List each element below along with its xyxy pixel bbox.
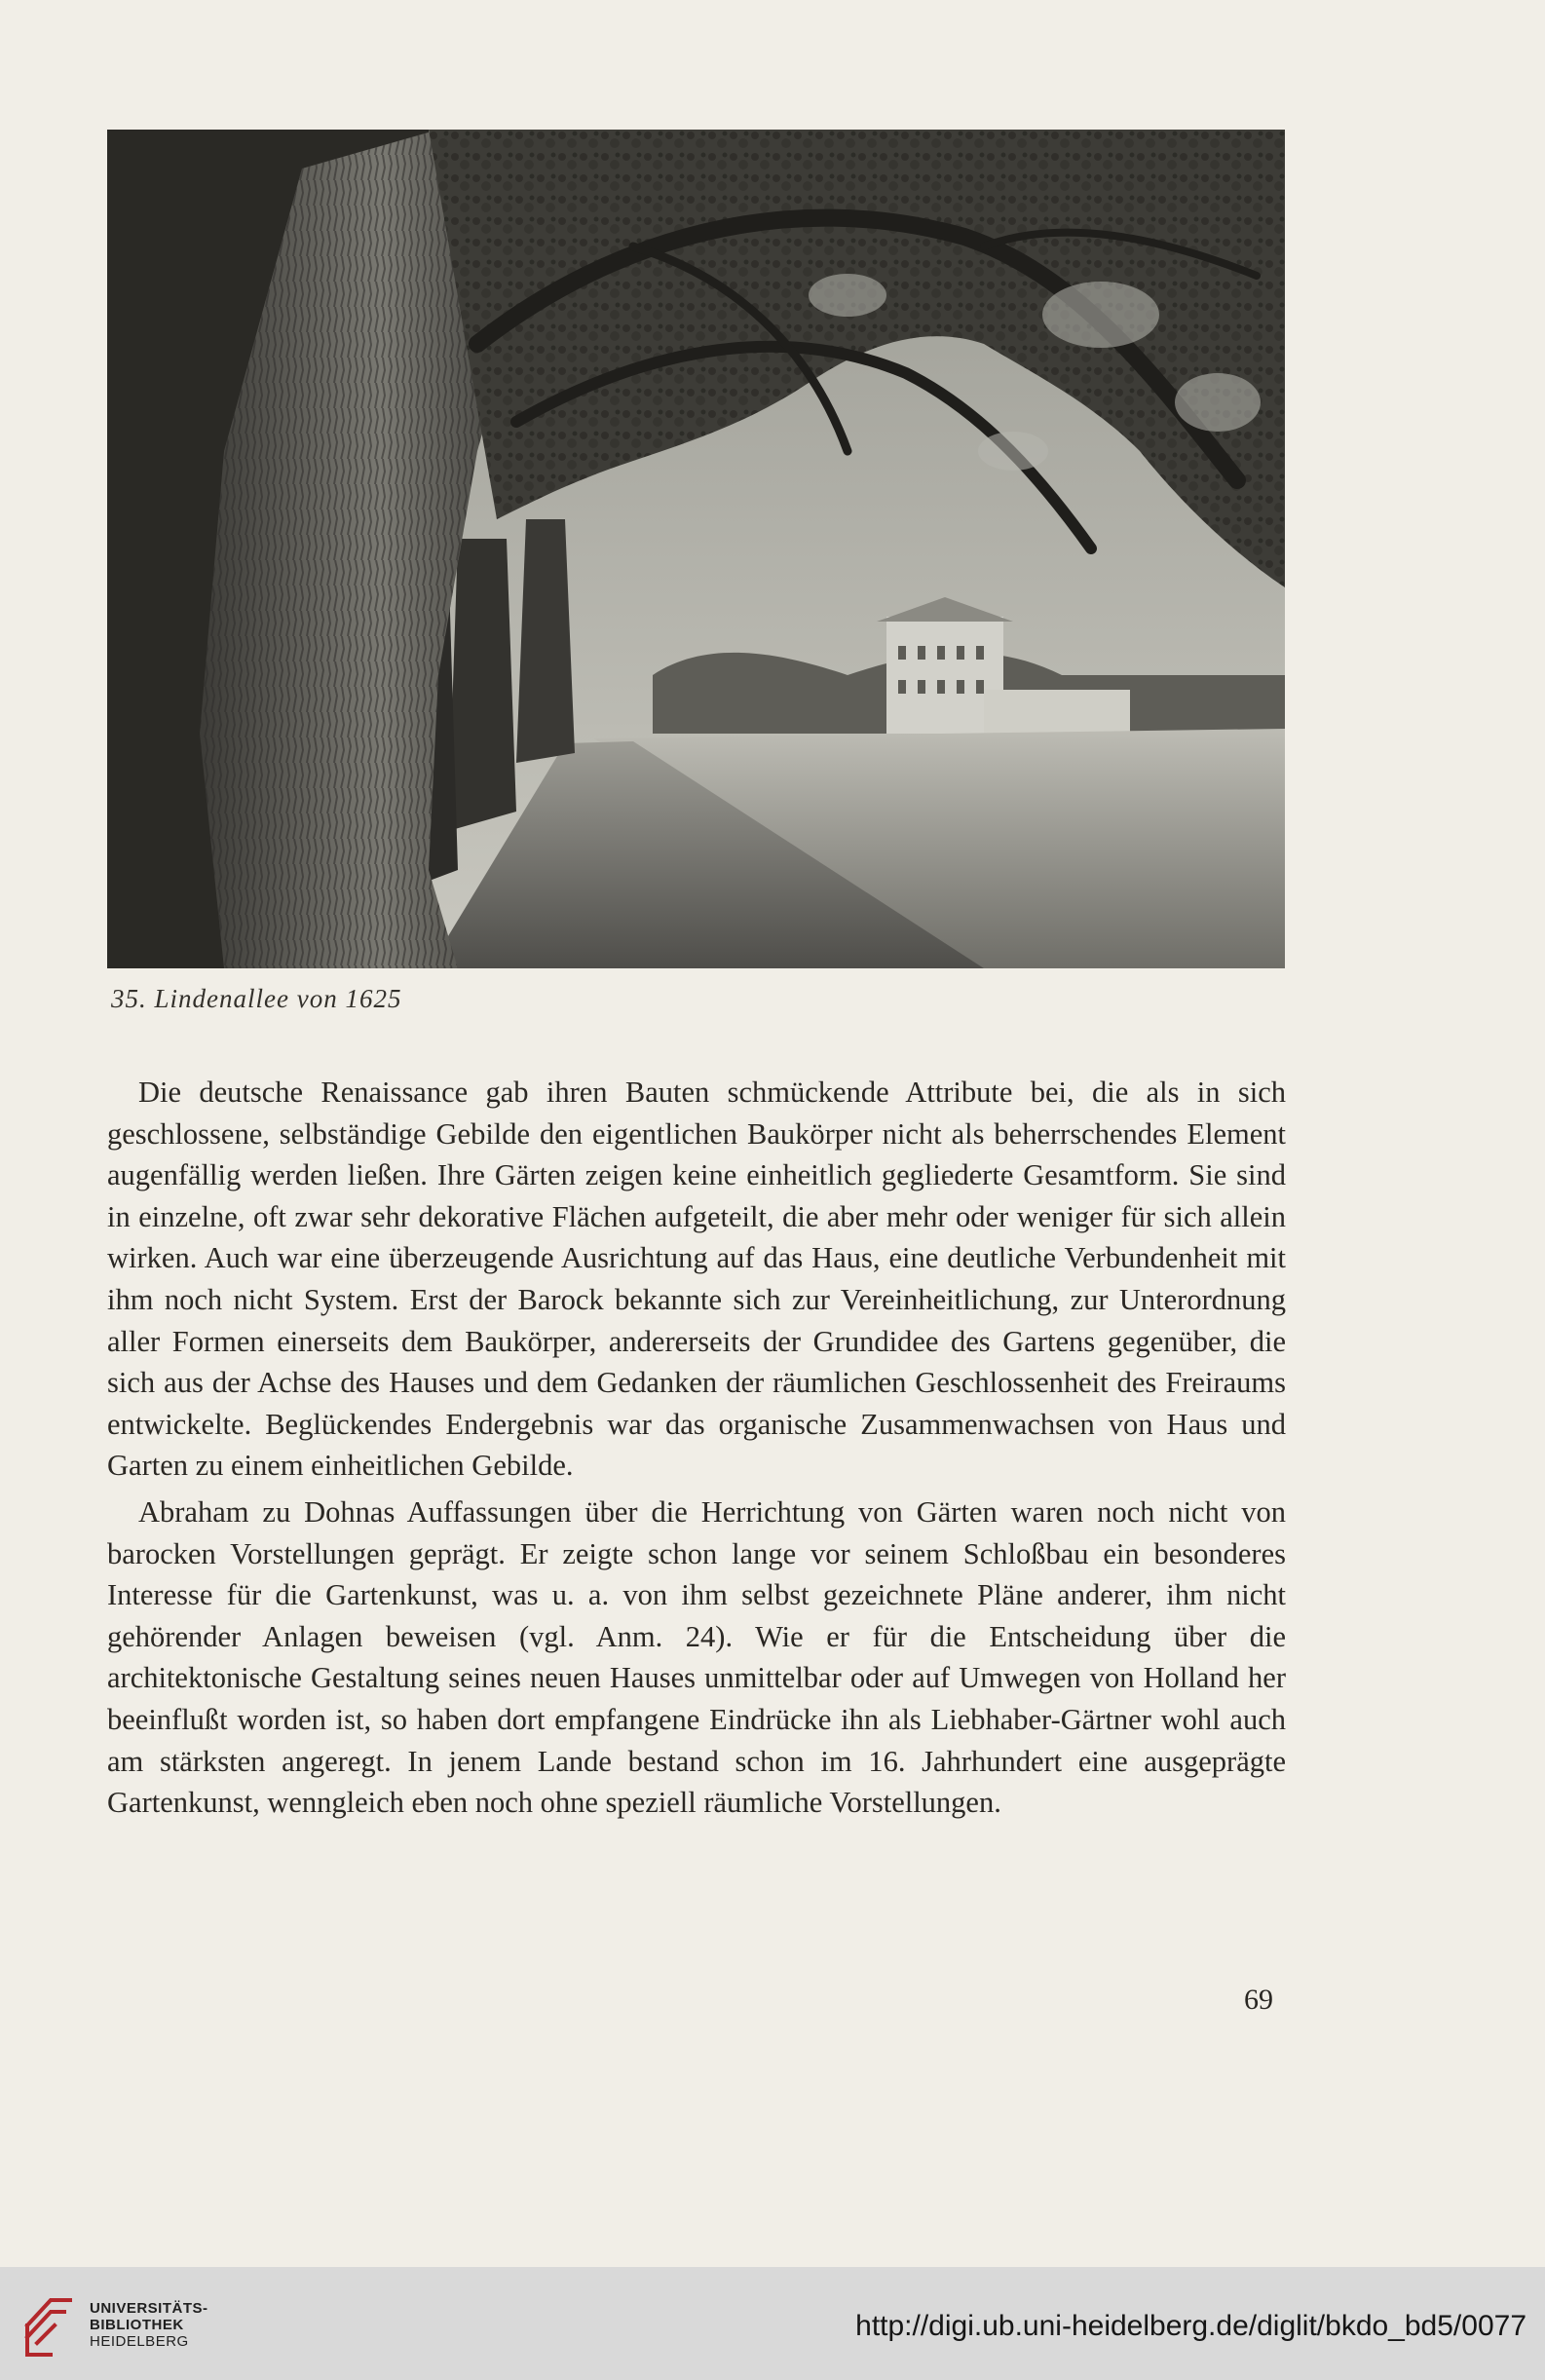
paragraph-dohna: Abraham zu Dohnas Auffassungen über die Herrichtung von Gärten waren noch nicht von barocken Vorstellungen geprägt. Er zeigte schon lange vor seinem Schloßbau ein besonderes Interesse für die Gartenkunst, was u. a. von ihm selbst gezeichnete Pläne anderer, ihm nicht gehörender Anlagen beweisen (vgl. Anm. 24). Wie er für die Entscheidung über die architektonische Gestaltung seines neuen Hauses unmittelbar oder auf Umwegen von Holland her beeinflußt worden ist, so haben dort empfangene Eindrücke ihn als Liebhaber-Gärtner wohl auch am stärksten angeregt. In jenem Lande bestand schon im 16. Jahrhundert eine ausgeprägte Gartenkunst, wenngleich eben noch ohne speziell räumliche Vorstellungen.	[107, 1494, 1286, 1820]
library-name	[90, 2300, 208, 2350]
figure-caption: 35. Lindenallee von 1625	[111, 984, 402, 1013]
figure-photo-linden-avenue	[107, 130, 1285, 968]
library-name-line-2: BIBLIOTHEK	[90, 2317, 184, 2333]
paragraph-renaissance: Die deutsche Renaissance gab ihren Bauten schmückende Attribute bei, die als in sich geschlossene, selbständige Gebilde den eigentlichen Baukörper nicht als beherrschendes Element augenfällig werden ließen. Ihre Gärten zeigen keine einheitlich gegliederte Gesamtform. Sie sind in einzelne, oft zwar sehr dekorative Flächen aufgeteilt, die aber mehr oder weniger für sich allein wirken. Auch war eine überzeugende Ausrichtung auf das Haus, eine deutliche Verbundenheit mit ihm noch nicht System. Erst der Barock bekannte sich zur Vereinheitlichung, zur Unterordnung aller Formen einerseits dem Baukörper, andererseits der Grundidee des Gartens gegenüber, die sich aus der Achse des Hauses und dem Gedanken der räumlichen Geschlossenheit des Freiraums entwickelte. Beglückendes Endergebnis war das organische Zusammenwachsen von Haus und Garten zu einem einheitlichen Gebilde.	[107, 1076, 1286, 1483]
linden-avenue-photo	[107, 130, 1285, 968]
body-text	[107, 1072, 1286, 1824]
digitization-footer	[0, 2267, 1545, 2380]
library-name-line-1: UNIVERSITÄTS-	[90, 2300, 208, 2317]
permalink-url[interactable]: http://digi.ub.uni-heidelberg.de/diglit/bkdo_bd5/0077	[855, 2310, 1526, 2342]
page-number: 69	[1244, 1983, 1273, 2016]
university-library-logo-icon	[21, 2286, 78, 2361]
library-name-line-3: HEIDELBERG	[90, 2333, 189, 2350]
